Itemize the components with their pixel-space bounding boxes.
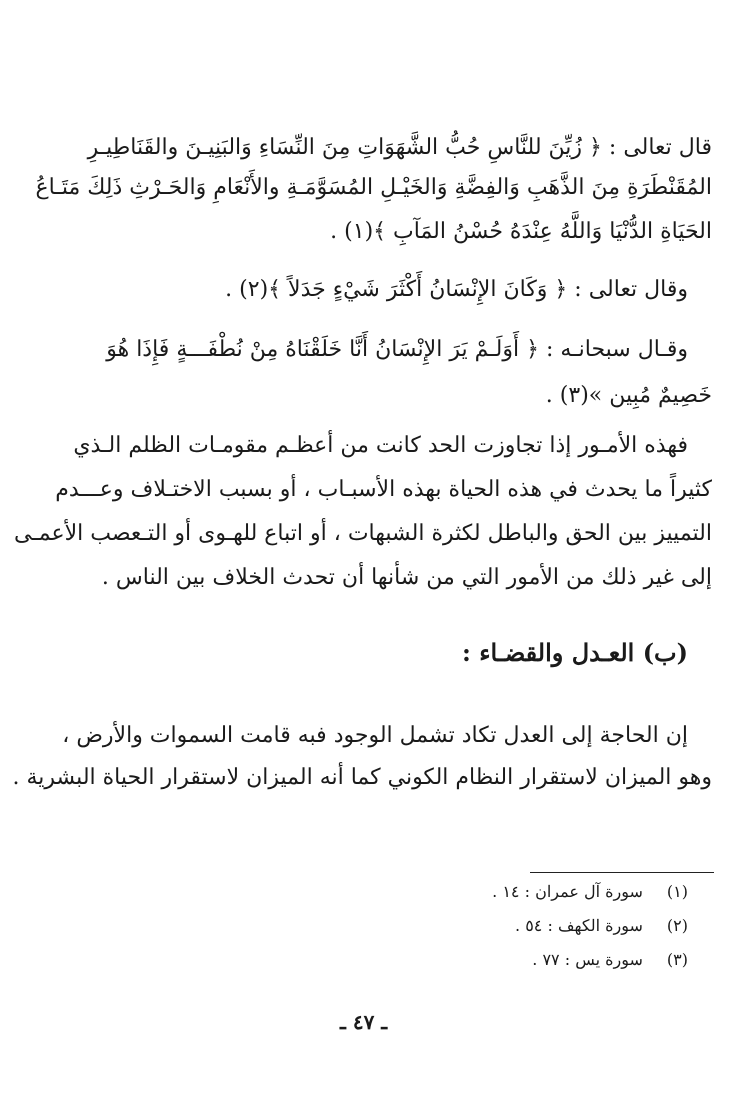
body-line-4: إلى غير ذلك من الأمور التي من شأنها أن تحدث الخلاف بين الناس . [101,565,712,590]
page-number: ـ ٤٧ ـ [340,1010,388,1034]
body-line-2: كثيراً ما يحدث في هذه الحياة بهذه الأسبـاب ، أو بسبب الاختـلاف وعـــدم [55,477,712,502]
footnote-text: سورة آل عمران : ١٤ . [492,882,643,901]
body-line-1: فهذه الأمـور إذا تجاوزت الحد كانت من أعظـم مقومـات الظلم الـذي [73,433,688,458]
footnote-3 [532,948,688,972]
footnote-number: (١) [666,882,688,901]
section-heading: (ب) العـدل والقضـاء : [461,638,688,667]
footnote-2 [515,914,688,938]
footnote-text: سورة يس : ٧٧ . [532,950,643,969]
footnote-number: (٣) [666,950,688,969]
footnote-number: (٢) [666,916,688,935]
body-line-6: وهو الميزان لاستقرار النظام الكوني كما أنه الميزان لاستقرار الحياة البشرية . [12,765,712,790]
verse-line-2: المُقَنْطَرَةِ مِنَ الذَّهَبِ وَالفِضَّةِ وَالخَيْـلِ المُسَوَّمَـةِ والأَنْعَامِ وَالحَـرْثِ ذَلِكَ مَتَـاعُ [35,175,712,200]
footnote-text: سورة الكهف : ٥٤ . [515,916,643,935]
verse-line-6: خَصِيمٌ مُبِين »(٣) . [545,383,712,408]
verse-line-4: وقال تعالى : ﴿ وَكَانَ الإِنْسَانُ أَكْثَرَ شَيْءٍ جَدَلاً ﴾(٢) . [225,277,688,302]
body-line-5: إن الحاجة إلى العدل تكاد تشمل الوجود فبه قامت السموات والأرض ، [62,723,688,748]
verse-line-3: الحَيَاةِ الدُّنْيَا وَاللَّهُ عِنْدَهُ حُسْنُ المَآبِ ﴾(١) . [330,219,712,244]
footnote-1 [492,880,688,904]
body-line-3: التمييز بين الحق والباطل لكثرة الشبهات ، أو اتباع للهـوى أو التـعصب الأعمـى [13,521,712,546]
footnote-divider [530,872,714,873]
verse-line-1: قال تعالى : ﴿ زُيِّنَ للنَّاسِ حُبُّ الشَّهَوَاتِ مِنَ النِّسَاءِ وَالبَنِيـنَ والقَنَاطِيـرِ [87,135,712,160]
verse-line-5: وقـال سبحانـه : ﴿ أَوَلَـمْ يَرَ الإِنْسَانُ أَنَّا خَلَقْنَاهُ مِنْ نُطْفَـــةٍ فَإِذَا هُوَ [106,337,688,362]
